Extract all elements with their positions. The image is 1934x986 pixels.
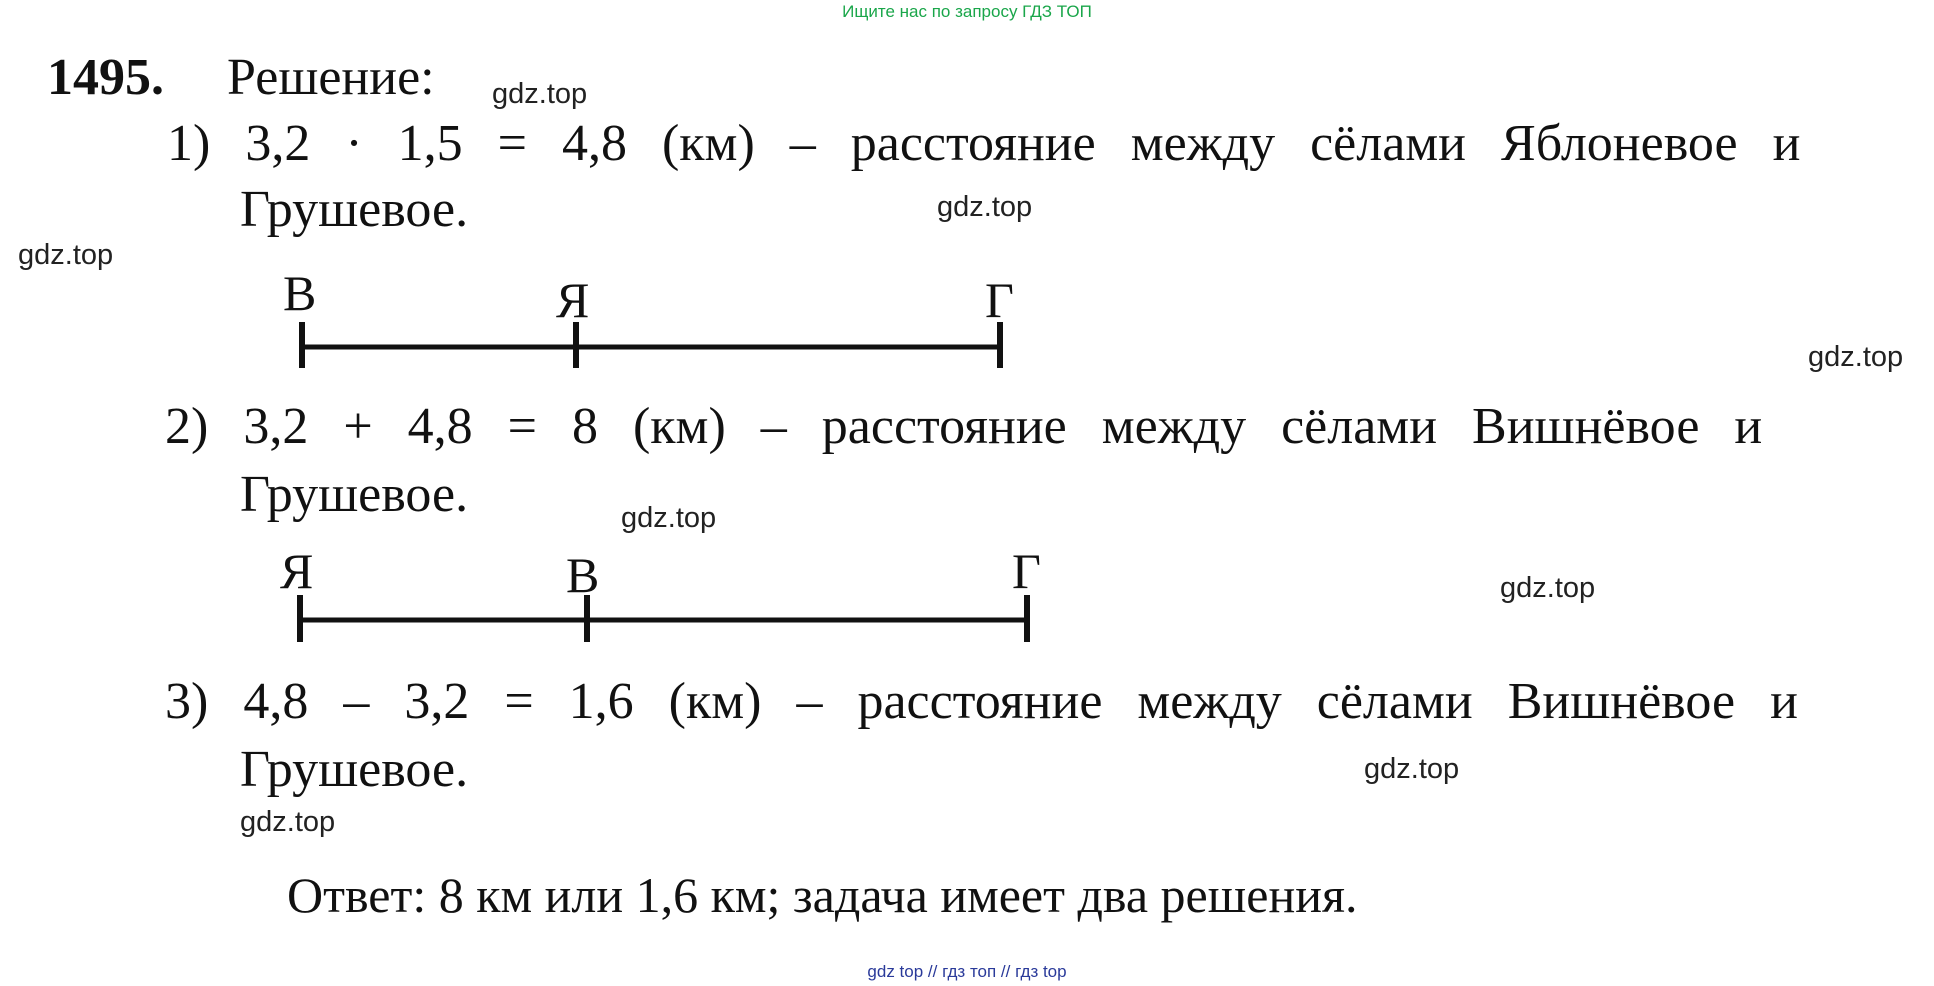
step-3	[165, 672, 1798, 731]
step-2-prefix: 2)	[165, 398, 209, 455]
segment-diagram-2	[260, 540, 1050, 660]
watermark: gdz.top	[240, 806, 336, 838]
step-2-continuation: Грушевое.	[240, 466, 469, 523]
watermark: gdz.top	[492, 78, 588, 110]
step-1-prefix: 1)	[167, 115, 211, 172]
answer: Ответ: 8 км или 1,6 км; задача имеет два решения.	[287, 867, 1358, 923]
step-2	[165, 397, 1762, 456]
step-2-text: 3,2 + 4,8 = 8 (км) – расстояние между сёлами Вишнёвое и	[243, 398, 1763, 455]
step-3-prefix: 3)	[165, 673, 209, 730]
step-3-text: 4,8 – 3,2 = 1,6 (км) – расстояние между сёлами Вишнёвое и	[243, 673, 1798, 730]
watermark: gdz.top	[1500, 572, 1596, 604]
diagram-2-label-3: Г	[1012, 543, 1041, 599]
top-banner[interactable]: Ищите нас по запросу ГДЗ ТОП	[842, 2, 1092, 21]
step-1	[167, 114, 1800, 173]
watermark: gdz.top	[937, 191, 1033, 223]
diagram-2-label-2: В	[566, 547, 600, 603]
watermark: gdz.top	[621, 502, 717, 534]
diagram-1-label-1: В	[283, 265, 317, 321]
problem-number: 1495.	[47, 49, 164, 106]
step-1-continuation: Грушевое.	[240, 181, 469, 238]
diagram-1-label-3: Г	[985, 272, 1014, 328]
step-3-continuation: Грушевое.	[240, 741, 469, 798]
footer-links[interactable]: gdz top // гдз топ // гдз top	[867, 962, 1067, 981]
step-1-text: 3,2 · 1,5 = 4,8 (км) – расстояние между сёлами Яблоневое и	[245, 115, 1801, 172]
solution-heading: Решение:	[227, 49, 435, 106]
watermark: gdz.top	[1808, 341, 1904, 373]
watermark: gdz.top	[18, 239, 114, 271]
diagram-1-label-2: Я	[556, 272, 590, 328]
watermark: gdz.top	[1364, 753, 1460, 785]
segment-diagram-1	[260, 262, 1020, 382]
diagram-2-label-1: Я	[280, 543, 314, 599]
